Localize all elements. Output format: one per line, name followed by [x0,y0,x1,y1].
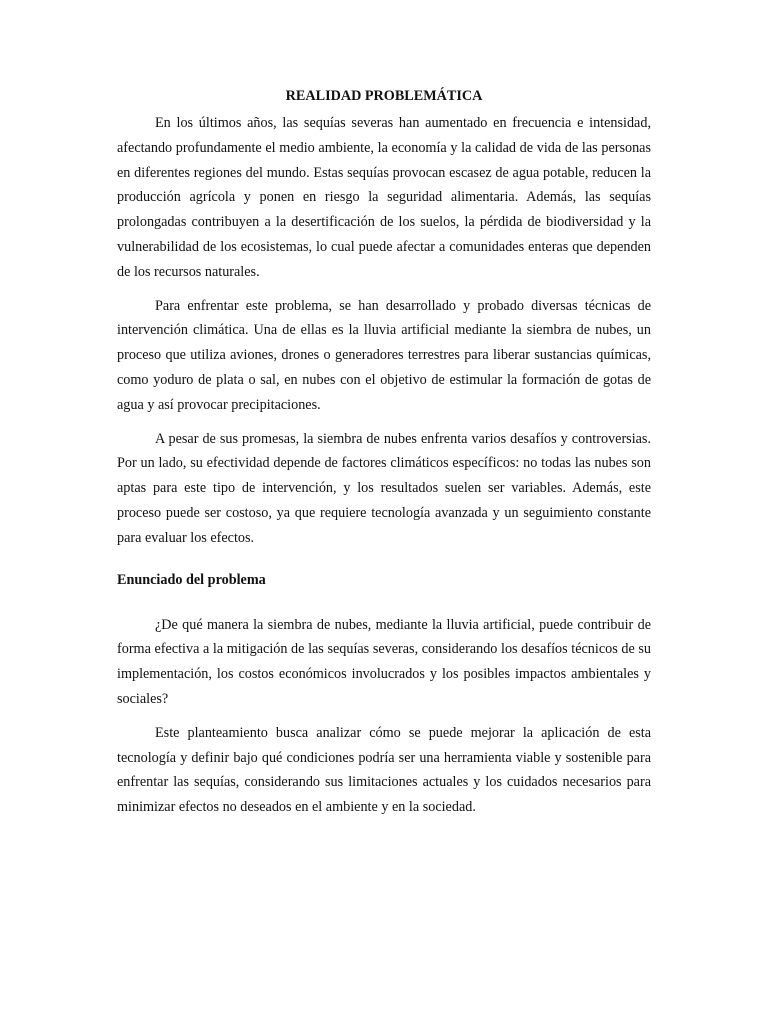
paragraph-3: A pesar de sus promesas, la siembra de nubes enfrenta varios desafíos y controversias. Por un lado, su efectividad depende de factores climáticos específicos: no todas las nubes son aptas para este tipo de intervención, y los resultados suelen ser variables. Además, este proceso puede ser costoso, ya que requiere tecnología avanzada y un seguimiento constante para evaluar los efectos. [117,430,651,546]
paragraph-2: Para enfrentar este problema, se han desarrollado y probado diversas técnicas de intervención climática. Una de ellas es la lluvia artificial mediante la siembra de nubes, un proceso que utiliza aviones, drones o generadores terrestres para liberar sustancias químicas, como yoduro de plata o sal, en nubes con el objetivo de estimular la formación de gotas de agua y así provocar precipitaciones. [117,297,651,413]
document-title: REALIDAD PROBLEMÁTICA [285,88,483,104]
paragraph-1: En los últimos años, las sequías severas han aumentado en frecuencia e intensidad, afectando profundamente el medio ambiente, la economía y la calidad de vida de las personas en diferentes regiones del mundo. Estas sequías provocan escasez de agua potable, reducen la producción agrícola y ponen en riesgo la seguridad alimentaria. Además, las sequías prolongadas contribuyen a la desertificación de los suelos, la pérdida de biodiversidad y la vulnerabilidad de los ecosistemas, lo cual puede afectar a comunidades enteras que dependen de los recursos naturales. [117,115,651,280]
problem-explanation: Este planteamiento busca analizar cómo se puede mejorar la aplicación de esta tecnología y definir bajo qué condiciones podría ser una herramienta viable y sostenible para enfrentar las sequías, considerando sus limitaciones actuales y los cuidados necesarios para minimizar efectos no deseados en el ambiente y en la sociedad. [117,724,651,816]
section-heading: Enunciado del problema [117,571,266,588]
problem-question: ¿De qué manera la siembra de nubes, mediante la lluvia artificial, puede contribuir de forma efectiva a la mitigación de las sequías severas, considerando los desafíos técnicos de su implementación, los costos económicos involucrados y los posibles impactos ambientales y sociales? [117,616,651,707]
document-body [117,86,651,820]
